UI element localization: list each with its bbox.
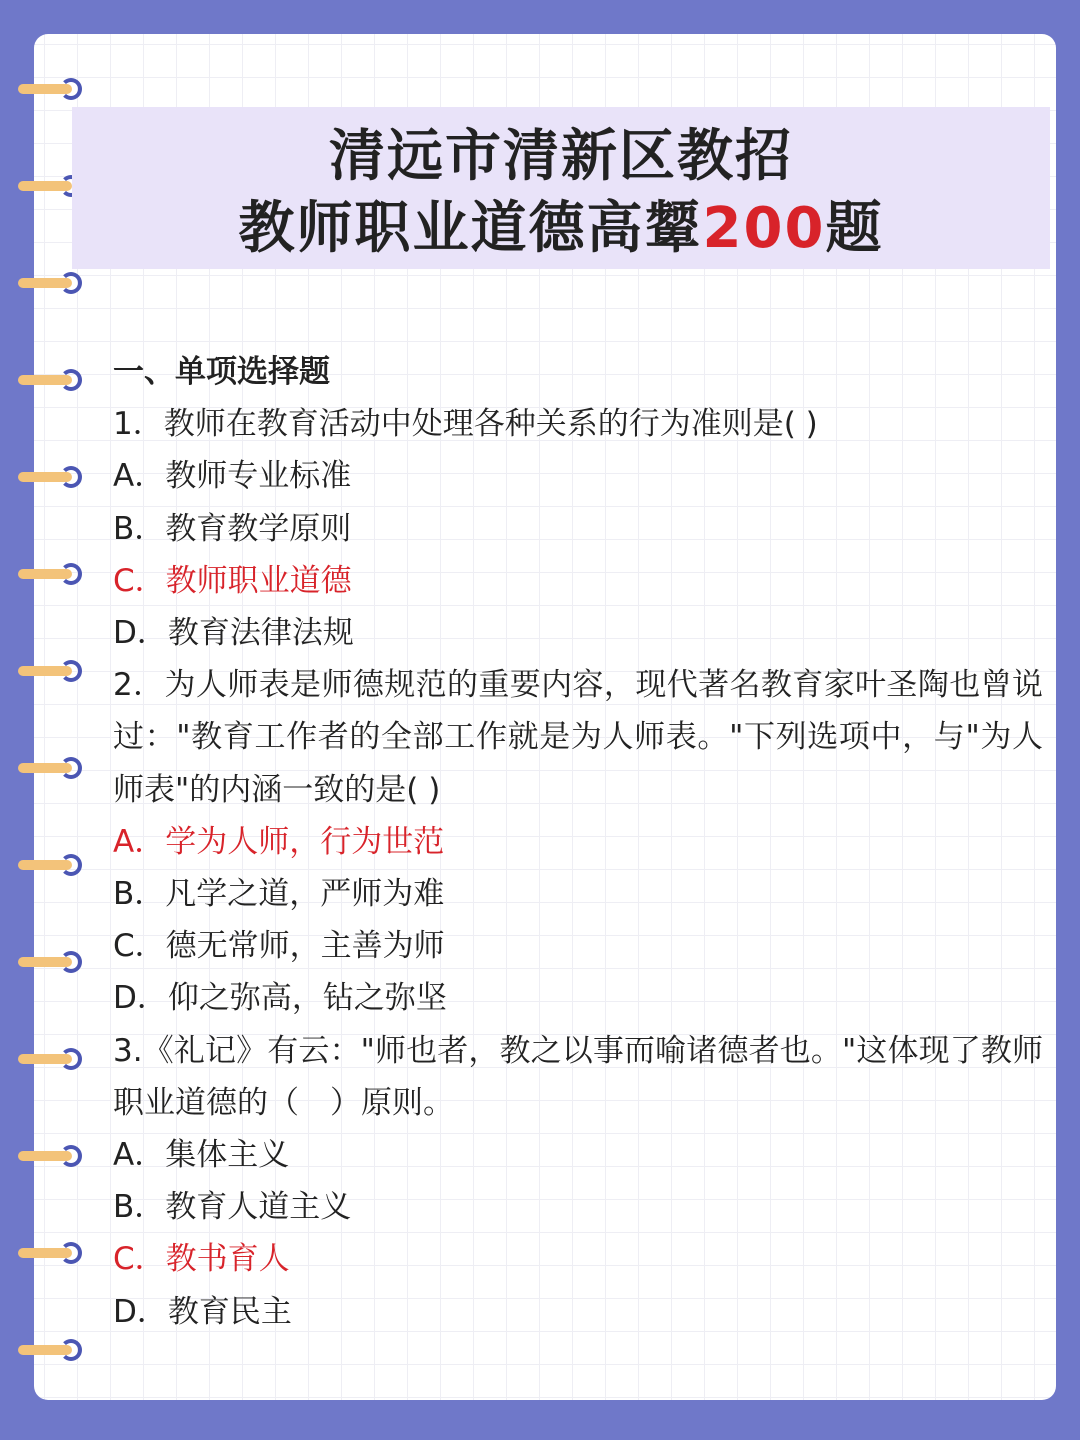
question-stem: 3.《礼记》有云："师也者，教之以事而喻诸德者也。"这体现了教师职业道德的（ ）原则。 (113, 1032, 1043, 1121)
question-list (113, 346, 1043, 1338)
correct-option: C．教师职业道德 (113, 562, 352, 599)
correct-option: C．教书育人 (113, 1241, 290, 1278)
question-option: D．仰之弥高，钻之弥坚 (113, 980, 447, 1017)
binder-ring-icon (18, 369, 82, 391)
section-heading: 一、单项选择题 (113, 354, 330, 390)
binder-ring-icon (18, 660, 82, 682)
question-option: C．德无常师，主善为师 (113, 928, 445, 965)
question-option: B．教育人道主义 (113, 1189, 352, 1226)
title-banner (72, 107, 1050, 269)
title-line-2-text: 教师职业道德高颦 (238, 196, 703, 261)
question-option: A．集体主义 (113, 1137, 290, 1174)
title-line-2 (72, 193, 1050, 265)
title-line-2-suffix: 题 (825, 196, 884, 261)
binder-ring-icon (18, 272, 82, 294)
binder-ring-icon (18, 757, 82, 779)
binder-ring-icon (18, 78, 82, 100)
binder-ring-icon (18, 1048, 82, 1070)
title-count: 200 (702, 196, 826, 261)
binder-ring-icon (18, 854, 82, 876)
question-stem: 2．为人师表是师德规范的重要内容，现代著名教育家叶圣陶也曾说过："教育工作者的全部工作就是为人师表。"下列选项中，与"为人师表"的内涵一致的是( ) (113, 667, 1043, 808)
binder-ring-icon (18, 563, 82, 585)
question-option: B．凡学之道，严师为难 (113, 876, 445, 913)
correct-option: A．学为人师，行为世范 (113, 823, 445, 860)
question-stem: 1．教师在教育活动中处理各种关系的行为准则是( ) (113, 406, 818, 443)
question-option: A．教师专业标准 (113, 458, 352, 495)
binder-ring-icon (18, 1145, 82, 1167)
title-line-1: 清远市清新区教招 (329, 124, 793, 189)
binder-ring-icon (18, 1242, 82, 1264)
question-option: D．教育民主 (113, 1293, 292, 1330)
binder-ring-icon (18, 1339, 82, 1361)
question-option: B．教育教学原则 (113, 510, 352, 547)
binder-ring-icon (18, 466, 82, 488)
question-option: D．教育法律法规 (113, 615, 354, 652)
binder-ring-icon (18, 951, 82, 973)
